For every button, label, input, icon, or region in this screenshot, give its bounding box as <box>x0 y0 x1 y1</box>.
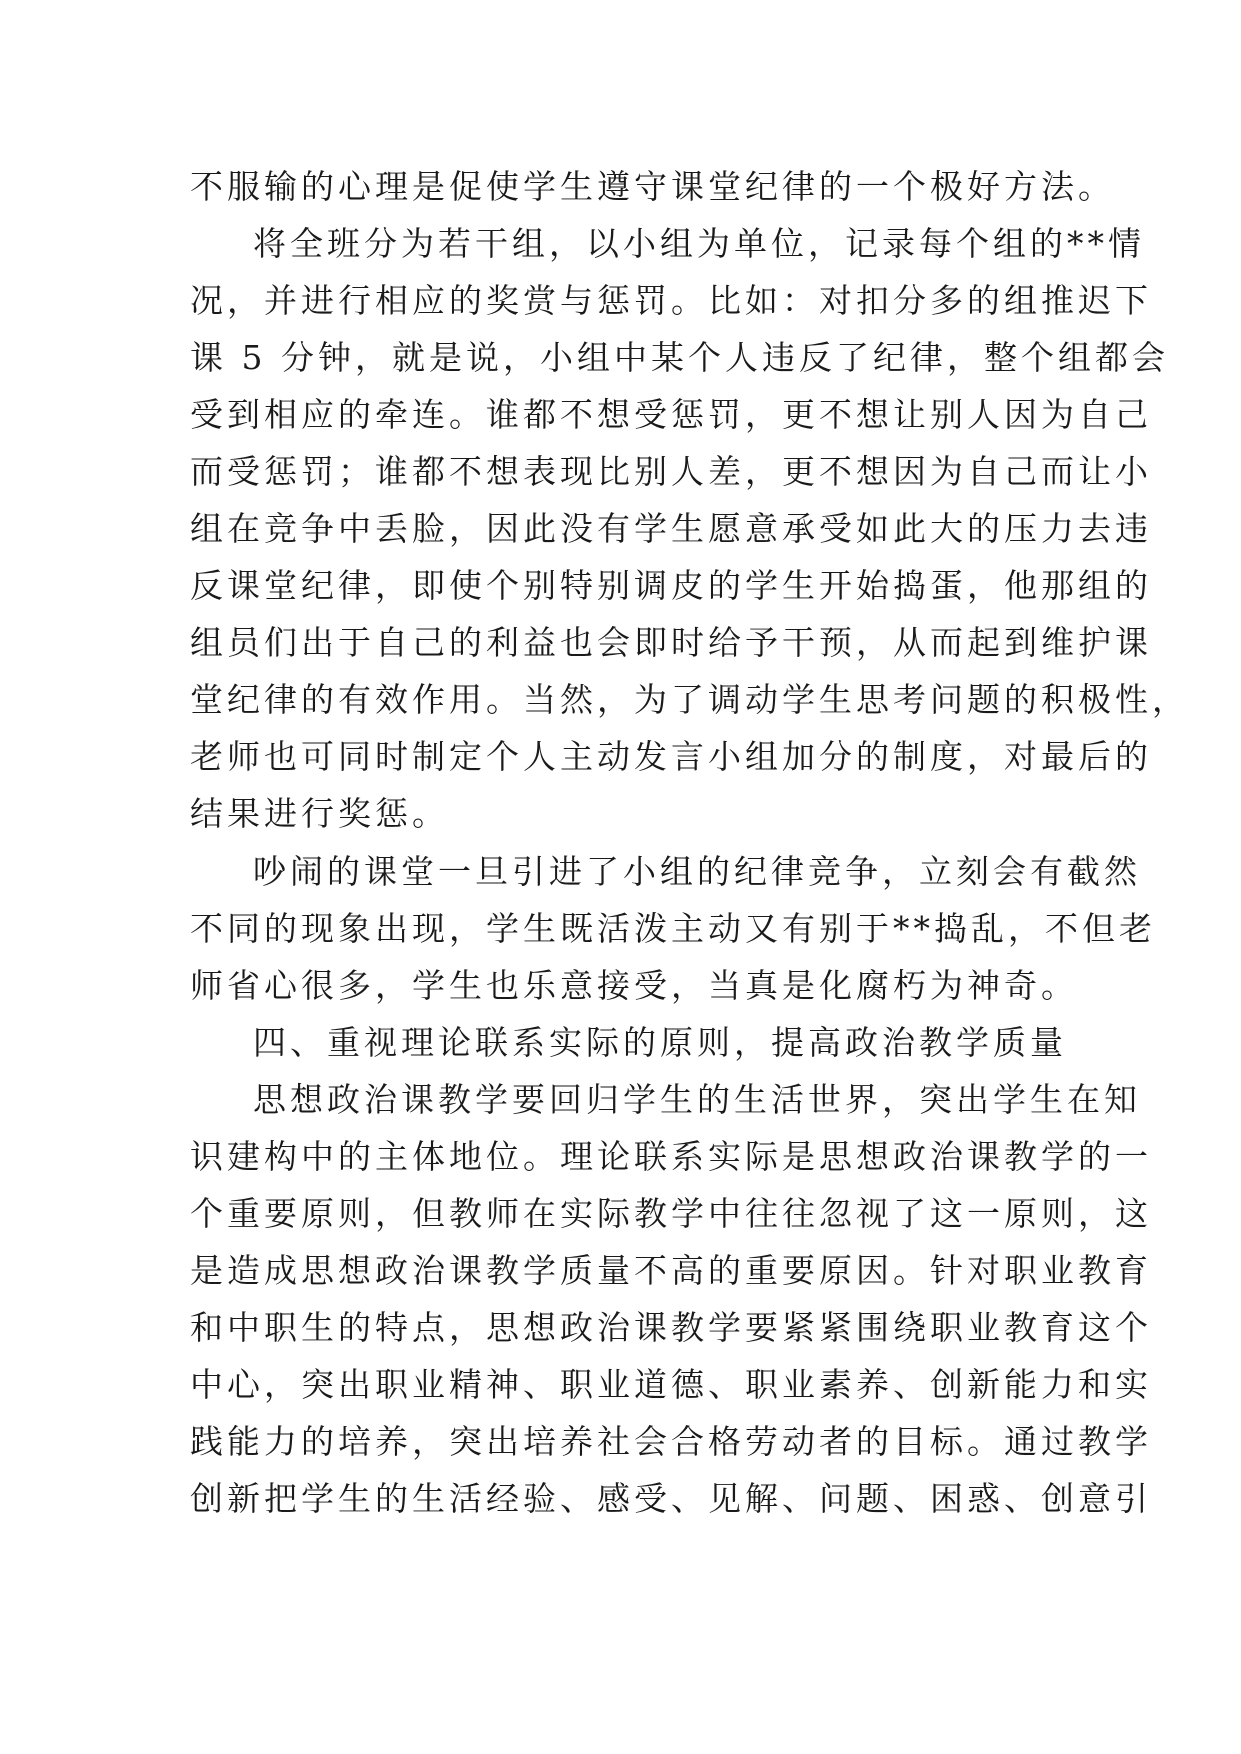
text-line: 是造成思想政治课教学质量不高的重要原因。针对职业教育 <box>190 1251 1152 1290</box>
text-line: 况，并进行相应的奖赏与惩罚。比如：对扣分多的组推迟下 <box>190 281 1152 320</box>
text-line: 践能力的培养，突出培养社会合格劳动者的目标。通过教学 <box>190 1422 1152 1461</box>
text-line: 师省心很多，学生也乐意接受，当真是化腐朽为神奇。 <box>190 966 1078 1005</box>
text-line: 创新把学生的生活经验、感受、见解、问题、困惑、创意引 <box>190 1479 1152 1518</box>
paragraph-first-line: 吵闹的课堂一旦引进了小组的纪律竞争，立刻会有截然 <box>253 852 1141 891</box>
text-line: 受到相应的牵连。谁都不想受惩罚，更不想让别人因为自己 <box>190 395 1152 434</box>
text-line: 不服输的心理是促使学生遵守课堂纪律的一个极好方法。 <box>190 167 1115 206</box>
paragraph-first-line: 思想政治课教学要回归学生的生活世界，突出学生在知 <box>253 1080 1141 1119</box>
text-line: 堂纪律的有效作用。当然，为了调动学生思考问题的积极性， <box>190 680 1189 719</box>
text-line: 中心，突出职业精神、职业道德、职业素养、创新能力和实 <box>190 1365 1152 1404</box>
text-line: 识建构中的主体地位。理论联系实际是思想政治课教学的一 <box>190 1137 1152 1176</box>
text-line: 和中职生的特点，思想政治课教学要紧紧围绕职业教育这个 <box>190 1308 1152 1347</box>
text-line: 结果进行奖惩。 <box>190 794 449 833</box>
text-line: 组在竞争中丢脸，因此没有学生愿意承受如此大的压力去违 <box>190 509 1152 548</box>
paragraph-first-line: 将全班分为若干组，以小组为单位，记录每个组的**情 <box>253 224 1145 263</box>
text-line: 反课堂纪律，即使个别特别调皮的学生开始捣蛋，他那组的 <box>190 566 1152 605</box>
text-line: 个重要原则，但教师在实际教学中往往忽视了这一原则，这 <box>190 1194 1152 1233</box>
text-line: 不同的现象出现，学生既活泼主动又有别于**捣乱，不但老 <box>190 909 1156 948</box>
text-line: 课 5 分钟，就是说，小组中某个人违反了纪律，整个组都会 <box>190 338 1169 377</box>
text-line: 老师也可同时制定个人主动发言小组加分的制度，对最后的 <box>190 737 1152 776</box>
text-line: 而受惩罚；谁都不想表现比别人差，更不想因为自己而让小 <box>190 452 1152 491</box>
section-heading: 四、重视理论联系实际的原则，提高政治教学质量 <box>253 1023 1067 1062</box>
text-line: 组员们出于自己的利益也会即时给予干预，从而起到维护课 <box>190 623 1152 662</box>
